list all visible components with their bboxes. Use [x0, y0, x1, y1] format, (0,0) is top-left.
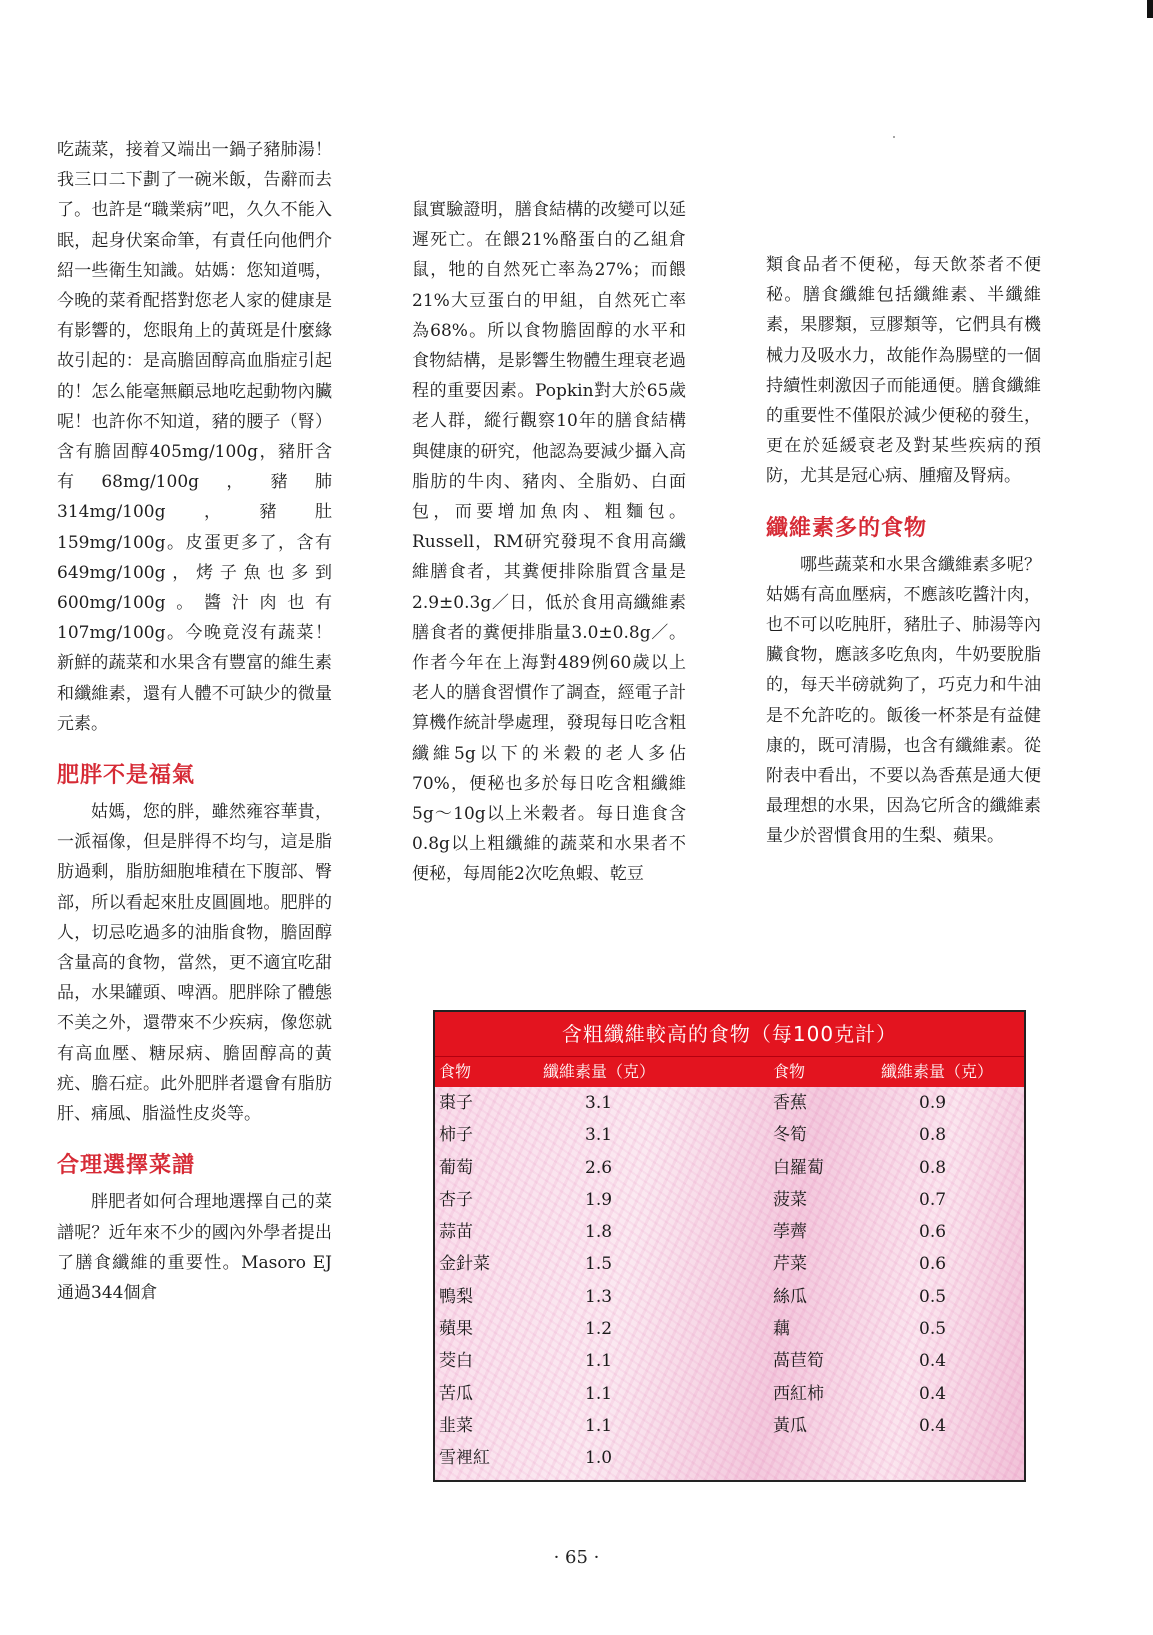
header-food-2: 食物 — [773, 1062, 806, 1081]
paragraph: 胖肥者如何合理地選擇自己的菜譜呢？近年來不少的國內外學者提出了膳食纖維的重要性。Masoro EJ通過344個倉 — [57, 1192, 332, 1303]
column-right — [766, 250, 1041, 852]
table-row — [435, 1119, 1024, 1151]
paragraph: 姑媽，您的胖，雖然雍容華貴，一派福像，但是胖得不均勻，這是脂肪過剩，脂肪細胞堆積在下腹部、臀部，所以看起來肚皮圓圓地。肥胖的人，切忌吃過多的油脂食物，膽固醇含量高的食物，當然，更不適宜吃甜品，水果罐頭、啤酒。肥胖除了體態不美之外，還帶來不少疾病，像您就有高血壓、糖尿病、膽固醇高的黃疣、膽石症。此外肥胖者還會有脂肪肝、痛風、脂溢性皮炎等。 — [57, 802, 332, 1125]
food-cell: 白羅蔔 — [773, 1157, 824, 1178]
table-row — [435, 1152, 1024, 1184]
food-cell: 金針菜 — [439, 1254, 490, 1275]
food-cell: 黃瓜 — [773, 1415, 807, 1436]
food-cell: 棗子 — [439, 1093, 473, 1113]
table-row — [435, 1313, 1024, 1345]
fiber-value-cell: 2.6 — [585, 1157, 613, 1178]
food-cell: 絲瓜 — [773, 1286, 807, 1307]
table-row — [435, 1442, 1024, 1474]
food-cell: 雪裡紅 — [439, 1448, 490, 1469]
food-cell: 鴨梨 — [439, 1286, 473, 1307]
food-cell: 冬筍 — [773, 1125, 807, 1146]
fiber-value-cell: 1.3 — [585, 1286, 613, 1307]
table-body — [435, 1087, 1024, 1475]
table-row — [435, 1345, 1024, 1377]
food-cell: 荸薺 — [773, 1222, 807, 1243]
fiber-value-cell: 0.9 — [919, 1093, 947, 1113]
header-fiber-1: 纖維素量（克） — [543, 1062, 656, 1081]
paragraph: 哪些蔬菜和水果含纖維素多呢？姑媽有高血壓病，不應該吃醬汁肉，也不可以吃肫肝，豬肚子、肺湯等內臟食物，應該多吃魚肉，牛奶要脫脂的，每天半磅就夠了，巧克力和牛油是不允許吃的。飯後一杯茶是有益健康的，既可清腸，也含有纖維素。從附表中看出，不要以為香蕉是通大便最理想的水果，因為它所含的纖維素量少於習慣食用的生梨、蘋果。 — [766, 554, 1041, 847]
fiber-value-cell: 0.4 — [919, 1383, 947, 1404]
table-row — [435, 1378, 1024, 1410]
food-cell: 柿子 — [439, 1125, 473, 1146]
food-cell: 香蕉 — [773, 1093, 807, 1113]
fiber-value-cell: 0.6 — [919, 1222, 947, 1243]
table-title: 含粗纖維較高的食物（每100克計） — [435, 1012, 1024, 1056]
scan-speck — [893, 136, 895, 138]
fiber-value-cell: 0.5 — [919, 1319, 947, 1340]
scan-edge-mark — [1147, 0, 1153, 18]
fiber-value-cell: 1.8 — [585, 1222, 613, 1243]
paragraph: 吃蔬菜，接着又端出一鍋子豬肺湯！我三口二下劃了一碗米飯，告辭而去了。也許是“職業病”吧，久久不能入眠，起身伏案命筆，有責任向他們介紹一些衛生知識。姑媽：您知道嗎，今晚的菜肴配搭對您老人家的健康是有影響的，您眼角上的黃斑是什麼緣故引起的：是高膽固醇高血脂症引起的！怎么能毫無顧忌地吃起動物內臟呢！也許你不知道，豬的腰子（腎）含有膽固醇405mg/100g，豬肝含有68mg/100g，豬肺314mg/100g，豬肚159mg/100g。皮蛋更多了，含有649mg/100g，烤子魚也多到600mg/100g。醬汁肉也有107mg/100g。今晚竟沒有蔬菜！新鮮的蔬菜和水果含有豐富的維生素和纖維素，還有人體不可缺少的微量元素。 — [57, 140, 332, 734]
table-row — [435, 1248, 1024, 1280]
food-cell: 西紅柿 — [773, 1383, 824, 1404]
table-row — [435, 1410, 1024, 1442]
paragraph: 鼠實驗證明，膳食結構的改變可以延遲死亡。在餵21%酪蛋白的乙組倉鼠，牠的自然死亡率為27%；而餵21%大豆蛋白的甲組，自然死亡率為68%。所以食物膽固醇的水平和食物結構，是影響生物體生理衰老過程的重要因素。Popkin對大於65歲老人群，縱行觀察10年的膳食結構與健康的研究，他認為要減少攝入高脂肪的牛肉、豬肉、全脂奶、白面包，而要增加魚肉、粗麵包。Russell，RM研究發現不食用高纖維膳食者，其糞便排除脂質含量是2.9±0.3g／日，低於食用高纖維素膳食者的糞便排脂量3.0±0.8g／。作者今年在上海對489例60歲以上老人的膳食習慣作了調查，經電子計算機作統計學處理，發現每日吃含粗纖維5g以下的米穀的老人多佔70%，便秘也多於每日吃含粗纖維5g～10g以上米穀者。每日進食含0.8g以上粗纖維的蔬菜和水果者不便秘，每周能2次吃魚蝦、乾豆 — [412, 200, 686, 885]
fiber-value-cell: 3.1 — [585, 1093, 613, 1113]
table-row — [435, 1184, 1024, 1216]
fiber-value-cell: 3.1 — [585, 1125, 613, 1146]
fiber-value-cell: 1.1 — [585, 1351, 613, 1372]
food-cell: 芹菜 — [773, 1254, 807, 1275]
fiber-value-cell: 0.4 — [919, 1415, 947, 1436]
column-middle — [412, 195, 686, 890]
page-number: · 65 · — [553, 1547, 600, 1568]
fiber-value-cell: 1.1 — [585, 1383, 613, 1404]
section-heading-menu: 合理選擇菜譜 — [57, 1153, 196, 1179]
food-cell: 藕 — [773, 1319, 790, 1340]
food-cell: 苦瓜 — [439, 1383, 473, 1404]
table-header-row — [435, 1056, 1024, 1087]
fiber-value-cell: 0.8 — [919, 1125, 947, 1146]
header-fiber-2: 纖維素量（克） — [881, 1062, 994, 1081]
fiber-value-cell: 0.4 — [919, 1351, 947, 1372]
food-cell: 蘋果 — [439, 1319, 473, 1340]
fiber-value-cell: 1.9 — [585, 1189, 613, 1210]
fiber-content-table — [433, 1010, 1026, 1482]
fiber-value-cell: 0.5 — [919, 1286, 947, 1307]
fiber-value-cell: 1.2 — [585, 1319, 613, 1340]
fiber-value-cell: 1.0 — [585, 1448, 613, 1469]
section-heading-obesity: 肥胖不是福氣 — [57, 763, 196, 789]
food-cell: 萵苣筍 — [773, 1351, 824, 1372]
food-cell: 菠菜 — [773, 1189, 807, 1210]
section-heading-fiber-foods: 纖維素多的食物 — [766, 515, 928, 541]
food-cell: 韭菜 — [439, 1415, 473, 1436]
food-cell: 杏子 — [439, 1189, 473, 1210]
food-cell: 葡萄 — [439, 1157, 473, 1178]
fiber-value-cell: 1.1 — [585, 1415, 613, 1436]
column-left — [57, 135, 332, 1308]
fiber-value-cell: 0.6 — [919, 1254, 947, 1275]
table-row — [435, 1216, 1024, 1248]
fiber-value-cell: 0.7 — [919, 1189, 947, 1210]
header-food-1: 食物 — [439, 1062, 472, 1081]
fiber-value-cell: 1.5 — [585, 1254, 613, 1275]
paragraph: 類食品者不便秘，每天飲茶者不便秘。膳食纖維包括纖維素、半纖維素，果膠類，豆膠類等，它們具有機械力及吸水力，故能作為腸壁的一個持續性刺激因子而能通便。膳食纖維的重要性不僅限於減少便秘的發生，更在於延緩衰老及對某些疾病的預防，尤其是冠心病、腫瘤及腎病。 — [766, 255, 1041, 487]
table-row — [435, 1087, 1024, 1119]
table-row — [435, 1281, 1024, 1313]
food-cell: 蒜苗 — [439, 1222, 473, 1243]
food-cell: 茭白 — [439, 1351, 473, 1372]
fiber-value-cell: 0.8 — [919, 1157, 947, 1178]
